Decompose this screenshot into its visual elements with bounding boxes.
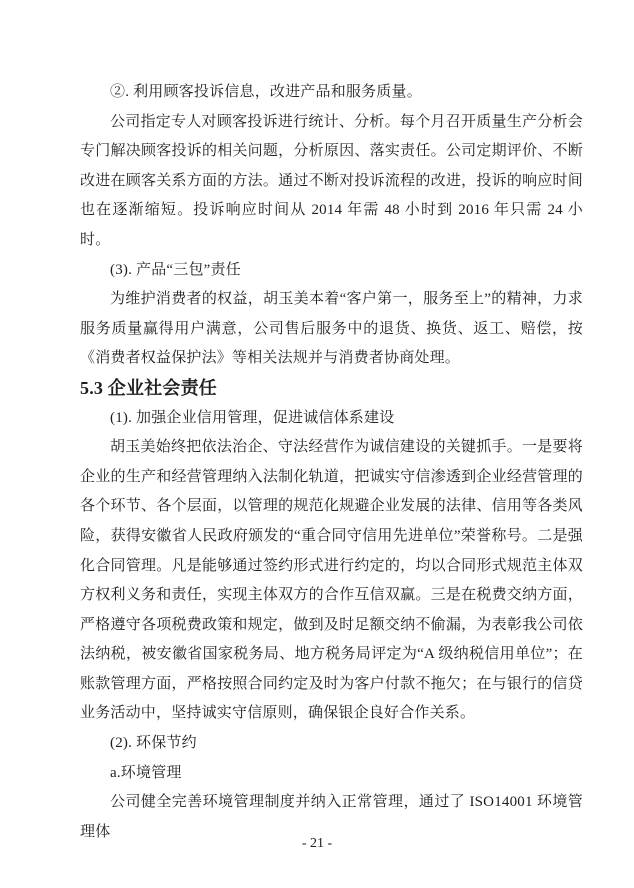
paragraph: 为维护消费者的权益，胡玉美本着“客户第一，服务至上”的精神，力求服务质量赢得用户满意，公司售后服务中的退货、换货、返工、赔偿，按《消费者权益保护法》等相关法规并与消费者协商处理。: [80, 291, 583, 367]
paragraph: 公司指定专人对顾客投诉进行统计、分析。每个月召开质量生产分析会专门解决顾客投诉的相关问题，分析原因、落实责任。公司定期评价、不断改进在顾客关系方面的方法。通过不断对投诉流程的改进，投诉的响应时间也在逐渐缩短。投诉响应时间从 2014 年需 48 小时到 2016 年只需 24 小时。: [80, 113, 583, 248]
paragraph: (1). 加强企业信用管理，促进诚信体系建设: [110, 409, 395, 426]
paragraph: 胡玉美始终把依法治企、守法经营作为诚信建设的关键抓手。一是要将企业的生产和经营管理纳入法制化轨道，把诚实守信渗透到企业经营管理的各个环节、各个层面，以管理的规范化规避企业发展的法律、信用等各类风险，获得安徽省人民政府颁发的“重合同守信用先进单位”荣誉称号。二是强化合同管理。凡是能够通过签约形式进行约定的，均以合同形式规范主体双方权利义务和责任，实现主体双方的合作互信双赢。三是在税费交纳方面，严格遵守各项税费政策和规定，做到及时足额交纳不偷漏，为表彰我公司依法纳税，被安徽省国家税务局、地方税务局评定为“A 级纳税信用单位”；在账款管理方面，严格按照合同约定及时为客户付款不拖欠；在与银行的信贷业务活动中，坚持诚实守信原则，确保银企良好合作关系。: [80, 439, 583, 722]
paragraph: 公司健全完善环境管理制度并纳入正常管理，通过了 ISO14001 环境管理体: [80, 794, 583, 840]
paragraph: (3). 产品“三包”责任: [110, 261, 241, 278]
paragraph: (2). 环保节约: [110, 735, 197, 752]
document-body: [80, 78, 583, 847]
section-heading: 5.3 企业社会责任: [80, 377, 217, 398]
paragraph: ②. 利用顾客投诉信息，改进产品和服务质量。: [110, 84, 422, 100]
page-number: - 21 -: [301, 836, 333, 851]
paragraph: a.环境管理: [110, 764, 182, 781]
